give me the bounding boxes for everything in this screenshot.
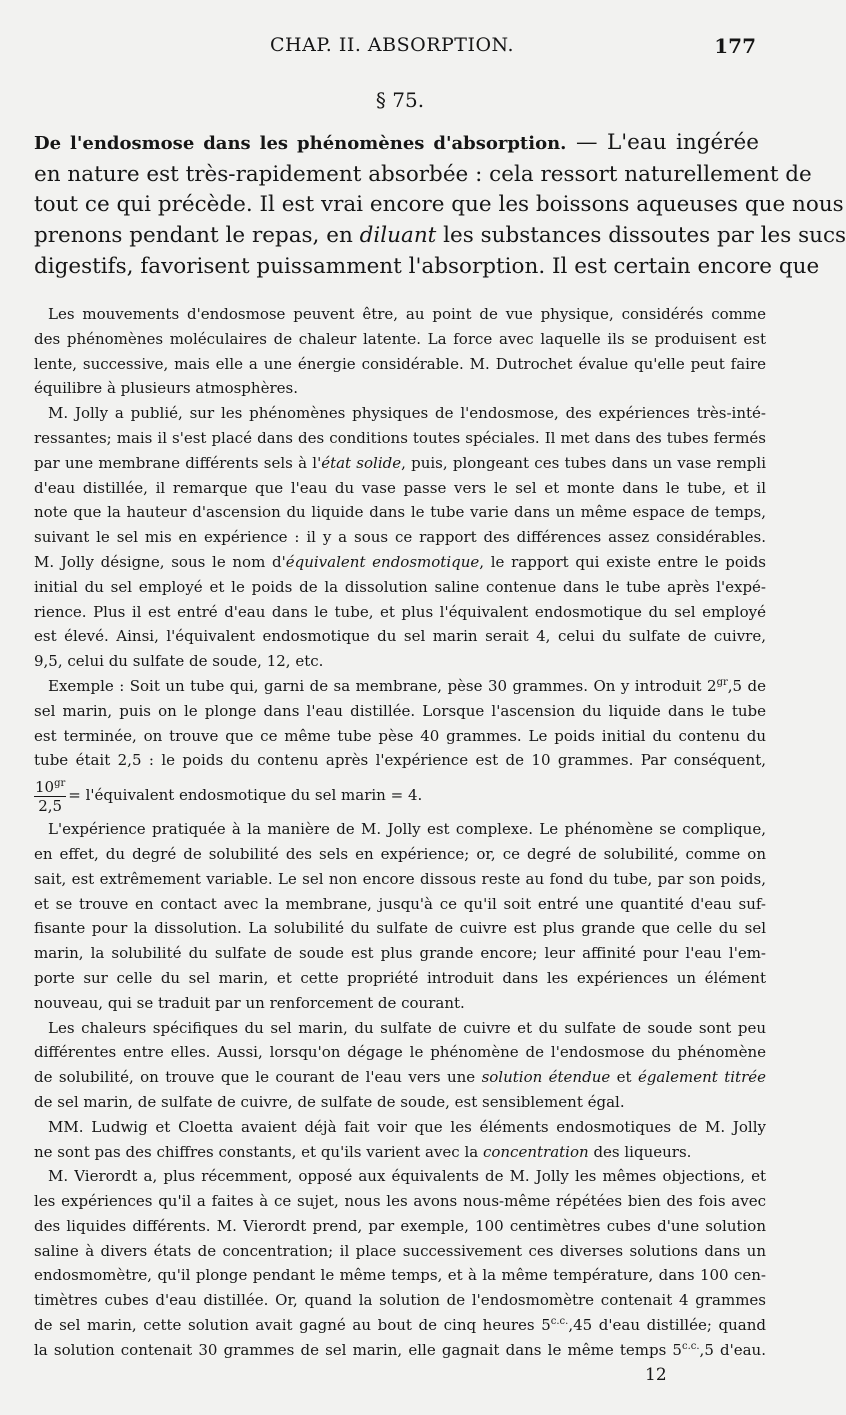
text-line: MM. Ludwig et Cloetta avaient déjà fait voir que les éléments endosmotiques de M. Jolly — [48, 1117, 766, 1136]
text-line: saline à divers états de concentration; il place successivement ces diverses solutions dans un — [34, 1241, 766, 1260]
text-line: De l'endosmose dans les phénomènes d'absorption. — L'eau ingérée — [34, 130, 759, 155]
text-line: M. Vierordt a, plus récemment, opposé aux équivalents de M. Jolly les mêmes objections, et — [48, 1167, 766, 1186]
text-line: Les chaleurs spécifiques du sel marin, du sulfate de cuivre et du sulfate de soude sont peu — [48, 1018, 766, 1037]
text-line: note que la hauteur d'ascension du liquide dans le tube varie dans un même espace de temps, — [34, 503, 766, 522]
text-line: et se trouve en contact avec la membrane, jusqu'à ce qu'il soit entré une quantité d'eau suf- — [34, 894, 766, 913]
text-line: nouveau, qui se traduit par un renforcement de courant. — [34, 993, 465, 1012]
text-line: endosmomètre, qu'il plonge pendant le même temps, et à la même température, dans 100 cen- — [34, 1266, 766, 1285]
text-line: en nature est très-rapidement absorbée : cela ressort naturellement de — [34, 161, 812, 187]
text-line: des phénomènes moléculaires de chaleur latente. La force avec laquelle ils se produisent est — [34, 329, 766, 348]
text-line: timètres cubes d'eau distillée. Or, quand la solution de l'endosmomètre contenait 4 grammes — [34, 1291, 766, 1310]
text-line: tube était 2,5 : le poids du contenu après l'expérience est de 10 grammes. Par conséquent, — [34, 751, 766, 770]
text-line: suivant le sel mis en expérience : il y a sous ce rapport des différences assez considérables. — [34, 528, 766, 547]
text-line: M. Jolly désigne, sous le nom d'équivalent endosmotique, le rapport qui existe entre le poids — [34, 552, 766, 571]
text-line: de sel marin, cette solution avait gagné au bout de cinq heures $5^{c.c.},45$ d'eau distillée; quand — [34, 1316, 766, 1335]
running-head — [0, 34, 800, 58]
text-line: différentes entre elles. Aussi, lorsqu'on dégage le phénomène de l'endosmose du phénomène — [34, 1043, 766, 1062]
text-line: sel marin, puis on le plonge dans l'eau distillée. Lorsque l'ascension du liquide dans le tube — [34, 701, 766, 720]
text-line: en effet, du degré de solubilité des sels en expérience; or, ce degré de solubilité, comme on — [34, 844, 766, 863]
text-line: sait, est extrêmement variable. Le sel non encore dissous reste au fond du tube, par son poids, — [34, 869, 766, 888]
text-line: ressantes; mais il s'est placé dans des conditions toutes spéciales. Il met dans des tubes fermés — [34, 428, 766, 447]
text-line: Exemple : Soit un tube qui, garni de sa membrane, pèse 30 grammes. On y introduit $2^{gr},5$ de — [48, 676, 766, 695]
page-number: 177 — [714, 34, 756, 58]
text-line: les expériences qu'il a faites à ce sujet, nous les avons nous-même répétées bien des fois avec — [34, 1192, 766, 1211]
note-block — [34, 302, 766, 1363]
text-line: est terminée, on trouve que ce même tube pèse 40 grammes. Le poids initial du contenu du — [34, 726, 766, 745]
section-heading: De l'endosmose dans les phénomènes d'absorption. — [34, 133, 567, 154]
text-line: Les mouvements d'endosmose peuvent être, au point de vue physique, considérés comme — [48, 305, 766, 323]
text-line: équilibre à plusieurs atmosphères. — [34, 379, 298, 398]
main-paragraph — [34, 128, 846, 283]
section-number: § 75. — [375, 88, 425, 112]
text-line: de solubilité, on trouve que le courant de l'eau vers une solution étendue et également titrée — [34, 1068, 766, 1087]
text-line: lente, successive, mais elle a une énergie considérable. M. Dutrochet évalue qu'elle peut faire — [34, 354, 766, 373]
fraction-equation: $\frac{10^{gr}}{2,5}$ = l'équivalent endosmotique du sel marin = 4. — [35, 777, 423, 815]
text-line: est élevé. Ainsi, l'équivalent endosmotique du sel marin serait 4, celui du sulfate de cuivre, — [34, 627, 766, 646]
text-line: rience. Plus il est entré d'eau dans le tube, et plus l'équivalent endosmotique du sel employé — [34, 602, 766, 621]
text-line: initial du sel employé et le poids de la dissolution saline contenue dans le tube après l'expé- — [34, 577, 766, 596]
text-line: fisante pour la dissolution. La solubilité du sulfate de cuivre est plus grande que celle du sel — [34, 919, 766, 938]
fraction: $\frac{10^{gr}}{2,5}$ — [35, 777, 66, 815]
chapter-title: CHAP. II. ABSORPTION. — [270, 34, 515, 56]
text-line: marin, la solubilité du sulfate de soude est plus grande encore; leur affinité pour l'eau l'em- — [34, 944, 766, 963]
text-line: L'expérience pratiquée à la manière de M. Jolly est complexe. Le phénomène se complique, — [48, 820, 766, 839]
text-line: digestifs, favorisent puissamment l'absorption. Il est certain encore que — [34, 253, 820, 279]
text-line: prenons pendant le repas, en diluant les substances dissoutes par les sucs — [34, 223, 846, 249]
text-line: par une membrane différents sels à l'état solide, puis, plongeant ces tubes dans un vase rempli — [34, 453, 766, 472]
text-line: des liquides différents. M. Vierordt prend, par exemple, 100 centimètres cubes d'une solution — [34, 1216, 766, 1235]
text-line: tout ce qui précède. Il est vrai encore que les boissons aqueuses que nous — [34, 192, 844, 218]
text-line: M. Jolly a publié, sur les phénomènes physiques de l'endosmose, des expériences très-inté- — [48, 404, 766, 423]
signature-mark: 12 — [645, 1365, 667, 1385]
text-line: d'eau distillée, il remarque que l'eau du vase passe vers le sel et monte dans le tube, et il — [34, 478, 766, 497]
text-line: la solution contenait 30 grammes de sel marin, elle gagnait dans le même temps $5^{c.c.},5$ d'eau. — [34, 1340, 766, 1359]
text-line: de sel marin, de sulfate de cuivre, de sulfate de soude, est sensiblement égal. — [34, 1092, 625, 1111]
text-line: ne sont pas des chiffres constants, et qu'ils varient avec la concentration des liqueurs. — [34, 1142, 692, 1161]
text-line: 9,5, celui du sulfate de soude, 12, etc. — [34, 652, 324, 671]
text-line: porte sur celle du sel marin, et cette propriété introduit dans les expériences un élément — [34, 968, 766, 987]
